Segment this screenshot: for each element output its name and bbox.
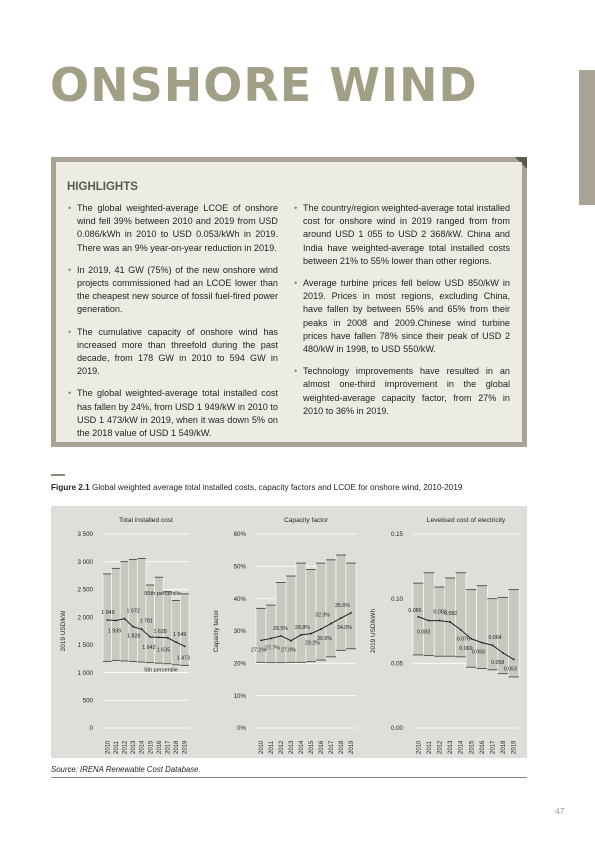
data-point <box>124 618 126 620</box>
data-point <box>115 620 117 622</box>
data-point <box>260 639 262 641</box>
highlight-bullet: • Average turbine prices fell below USD 850/kW in 2019. Prices in most regions, excluding China, have fallen by between 55% and 65% from their peaks in 2008 and 2009.Chinese wind turbine prices have fallen 78% since their peak of USD 2 480/kW in 1998, to USD 550/kW. <box>294 277 510 356</box>
chart-title: Capacity factor <box>284 517 328 524</box>
x-tick-label: 2012 <box>437 740 444 754</box>
page-number: 47 <box>555 806 565 816</box>
x-tick-label: 2017 <box>490 740 497 754</box>
data-label: 1 628 <box>153 628 167 635</box>
data-point <box>132 626 134 628</box>
chart-area <box>51 506 527 758</box>
highlights-column-left <box>68 202 278 449</box>
data-point <box>492 644 494 646</box>
data-label: 27.7% <box>265 645 281 652</box>
data-label: 1 939 <box>107 628 122 635</box>
x-tick-label: 2015 <box>469 740 476 754</box>
data-point <box>310 633 312 635</box>
figure-rule <box>51 474 65 476</box>
data-label: 30.6% <box>317 636 333 643</box>
data-point <box>460 629 462 631</box>
y-tick-label: 3 000 <box>77 558 93 566</box>
annotation-95th: 95th percentile <box>144 590 182 597</box>
highlight-bullet: • The cumulative capacity of onshore wind has increased more than threefold during the past decade, from 178 GW in 2010 to 594 GW in 2019. <box>68 326 278 379</box>
y-axis-label: 2019 USD/kWh <box>370 608 377 654</box>
y-tick-label: 40% <box>233 595 246 603</box>
data-point <box>417 616 419 618</box>
data-label: 34.0% <box>337 625 353 632</box>
data-label: 28.8% <box>295 624 311 631</box>
x-tick-label: 2017 <box>165 740 172 754</box>
x-tick-label: 2015 <box>309 740 315 754</box>
x-tick-label: 2015 <box>148 740 155 754</box>
section-tab <box>579 70 595 205</box>
x-tick-label: 2013 <box>448 740 455 754</box>
highlight-bullet: • In 2019, 41 GW (75%) of the new onshore wind projects commissioned had an LCOE lower than the cheapest new source of fossil fuel-fired power generation. <box>68 264 278 317</box>
y-tick-label: 30% <box>233 628 246 636</box>
x-tick-label: 2010 <box>105 740 112 754</box>
page-title: ONSHORE WIND <box>50 58 478 112</box>
percentile-band <box>508 590 519 677</box>
x-tick-label: 2016 <box>479 740 486 754</box>
y-tick-label: 2 000 <box>77 614 93 622</box>
x-tick-label: 2019 <box>511 740 518 754</box>
data-label: 1 949 <box>101 609 115 616</box>
x-tick-label: 2010 <box>259 740 265 754</box>
data-label: 0.064 <box>488 635 502 642</box>
x-tick-label: 2014 <box>458 740 465 754</box>
data-label: 1 473 <box>176 655 190 662</box>
data-label: 0.082 <box>444 610 458 617</box>
highlight-bullet: • The global weighted-average LCOE of onshore wind fell 39% between 2010 and 2019 from USD 0.086/kWh in 2010 to USD 0.053/kWh in 2019. There was an 9% year-on-year reduction in 2019. <box>68 202 278 255</box>
percentile-band <box>266 605 276 663</box>
y-axis-label: 2019 USD/kW <box>60 610 67 652</box>
figure-caption <box>51 483 541 492</box>
x-tick-label: 2019 <box>182 740 189 754</box>
y-tick-label: 50% <box>233 563 246 571</box>
highlight-bullet: • Technology improvements have resulted in an almost one-third improvement in the global weighted-average capacity factor, from 27% in 2010 to 36% in 2019. <box>294 365 510 418</box>
x-tick-label: 2011 <box>426 741 433 754</box>
data-label: 29.2% <box>305 640 321 647</box>
data-point <box>270 638 272 640</box>
percentile-band <box>256 608 266 662</box>
data-label: 27.1% <box>251 647 267 654</box>
data-label: 1 635 <box>156 647 171 654</box>
y-tick-label: 20% <box>233 660 246 668</box>
chart-title: Total installed cost <box>119 517 173 524</box>
data-label: 1 828 <box>127 633 141 640</box>
data-label: 0.083 <box>416 629 431 636</box>
data-point <box>158 636 160 638</box>
x-tick-label: 2017 <box>329 740 335 754</box>
x-tick-label: 2014 <box>139 740 146 754</box>
x-tick-label: 2018 <box>339 740 345 754</box>
data-label: 0.076 <box>456 636 470 643</box>
data-point <box>320 628 322 630</box>
data-point <box>280 635 282 637</box>
y-tick-label: 0.05 <box>390 660 403 668</box>
y-tick-label: 500 <box>82 697 93 705</box>
x-tick-label: 2011 <box>113 741 120 754</box>
percentile-band <box>296 563 306 662</box>
source-rule <box>51 777 527 778</box>
x-tick-label: 2013 <box>289 740 295 754</box>
data-point <box>290 640 292 642</box>
data-point <box>184 645 186 647</box>
data-point <box>141 628 143 630</box>
data-label: 28.5% <box>273 625 289 632</box>
highlight-bullet: • The global weighted-average total installed cost has fallen by 24%, from USD 1 949/kW in 2010 to USD 1 473/kW in 2019, when it was down 5% on the 2018 value of USD 1 549/kW. <box>68 387 278 440</box>
x-tick-label: 2010 <box>416 740 423 754</box>
highlights-inner <box>56 162 522 442</box>
data-label: 1 642 <box>142 644 156 651</box>
figure-caption-text: Global weighted average total installed costs, capacity factors and LCOE for onshore wind, 2010-2019 <box>91 483 463 492</box>
x-tick-label: 2012 <box>122 740 129 754</box>
data-point <box>149 636 151 638</box>
y-tick-label: 10% <box>233 692 246 700</box>
data-label: 0.069 <box>459 645 473 652</box>
data-label: 0.053 <box>503 666 517 673</box>
x-tick-label: 2018 <box>174 740 181 754</box>
x-tick-label: 2014 <box>299 740 305 754</box>
highlights-box <box>51 157 527 447</box>
data-point <box>106 619 108 621</box>
x-tick-label: 2011 <box>269 741 275 754</box>
data-point <box>502 652 504 654</box>
y-tick-label: 0.00 <box>390 725 403 733</box>
chart-panel-2 <box>213 517 356 754</box>
y-tick-label: 1 500 <box>77 642 93 650</box>
figure-source: Source: IRENA Renewable Cost Database. <box>51 765 201 774</box>
highlights-column-right <box>294 202 510 427</box>
chart-panel-3 <box>370 517 519 754</box>
data-point <box>449 621 451 623</box>
x-tick-label: 2016 <box>156 740 163 754</box>
y-tick-label: 2 500 <box>77 586 93 594</box>
highlight-bullet: • The country/region weighted-average total installed cost for onshore wind in 2019 ranged from from around USD 1 055 to USD 2 368/kW. China and India have weighted-average total installed costs between 21% to 55% lower than other regions. <box>294 202 510 268</box>
data-point <box>439 620 441 622</box>
x-tick-label: 2016 <box>319 740 325 754</box>
y-tick-label: 0 <box>89 725 93 733</box>
data-point <box>167 637 169 639</box>
data-point <box>481 642 483 644</box>
y-axis-label: Capacity factor <box>213 609 220 653</box>
data-label: 1 781 <box>139 618 153 625</box>
annotation-5th: 5th percentile <box>144 667 178 674</box>
data-label: 0.083 <box>433 609 447 616</box>
data-label: 27.0% <box>281 647 297 654</box>
data-point <box>428 620 430 622</box>
x-tick-label: 2019 <box>349 740 355 754</box>
y-tick-label: 0.15 <box>390 531 403 539</box>
data-point <box>350 612 352 614</box>
data-label: 1 549 <box>173 632 187 639</box>
x-tick-label: 2012 <box>279 740 285 754</box>
figure-label: Figure 2.1 <box>51 483 90 492</box>
y-tick-label: 0.10 <box>390 595 403 603</box>
y-tick-label: 60% <box>233 531 246 539</box>
data-point <box>330 623 332 625</box>
data-point <box>340 617 342 619</box>
percentile-band <box>477 586 488 669</box>
data-label: 1 972 <box>126 608 140 615</box>
data-label: 0.066 <box>471 649 486 656</box>
data-point <box>300 634 302 636</box>
x-tick-label: 2013 <box>131 740 138 754</box>
data-label: 0.086 <box>408 607 422 614</box>
y-tick-label: 1 000 <box>77 669 93 677</box>
data-point <box>175 641 177 643</box>
percentile-band <box>413 583 424 655</box>
percentile-band <box>445 578 456 656</box>
chart-title: Levelised cost of electricity <box>426 517 506 524</box>
x-tick-label: 2018 <box>501 740 508 754</box>
highlights-heading: HIGHLIGHTS <box>67 181 138 193</box>
data-label: 35.6% <box>335 602 351 609</box>
y-tick-label: 0% <box>237 725 246 733</box>
y-tick-label: 3 500 <box>77 531 93 539</box>
data-label: 32.3% <box>315 612 331 619</box>
data-point <box>470 638 472 640</box>
percentile-band <box>434 587 445 656</box>
chart-panel-1 <box>60 517 190 754</box>
data-label: 0.058 <box>491 659 505 666</box>
data-point <box>513 659 515 661</box>
charts-svg <box>51 506 527 758</box>
